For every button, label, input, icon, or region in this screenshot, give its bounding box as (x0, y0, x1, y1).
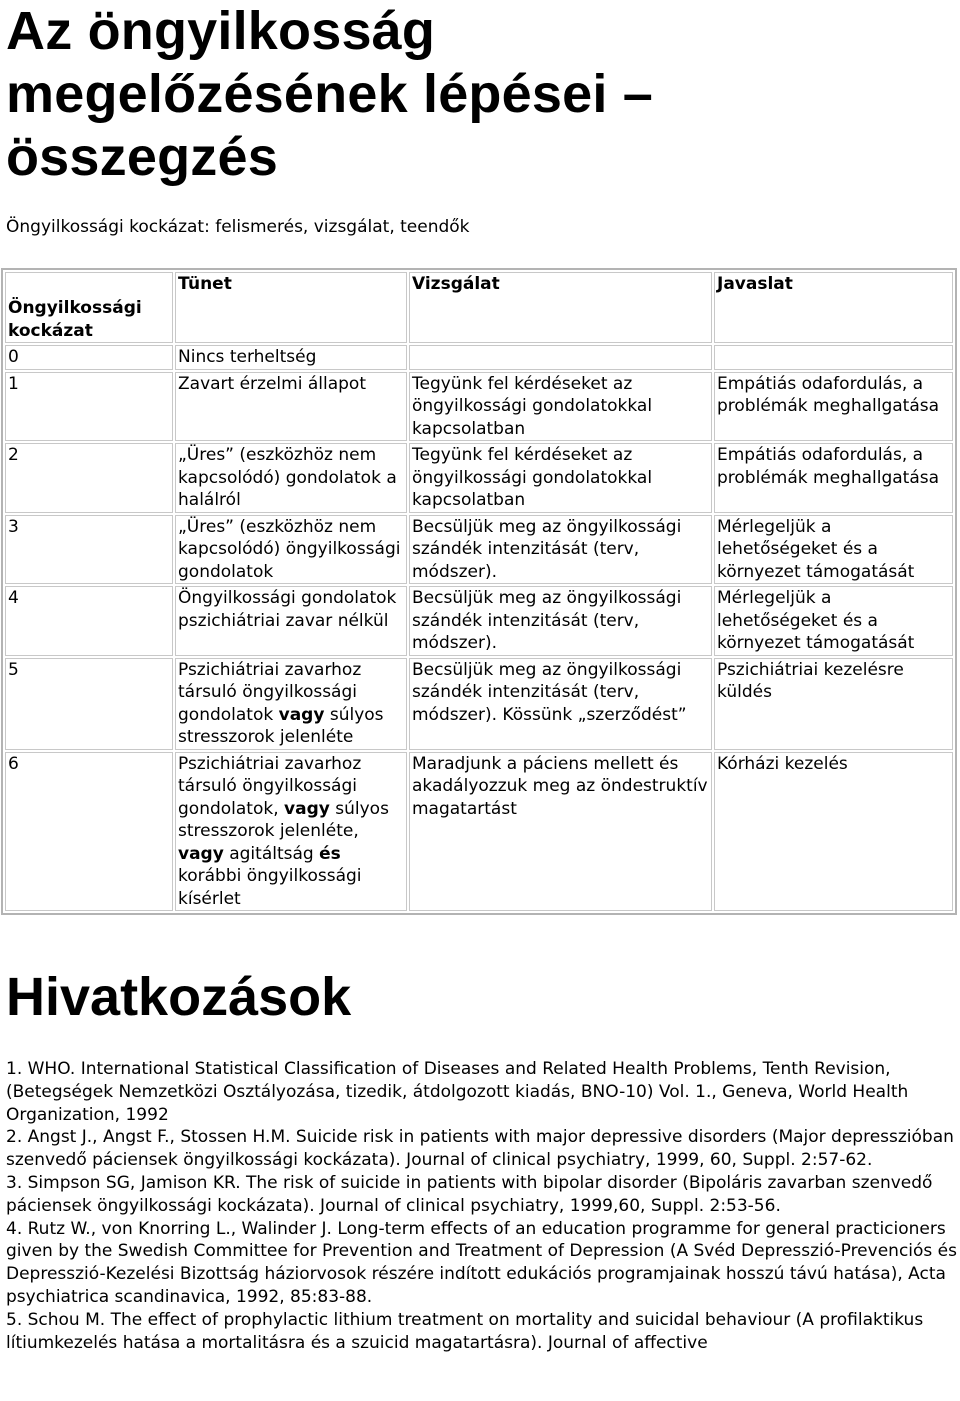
table-row (5, 515, 953, 585)
risk-level-cell: 6 (5, 752, 173, 912)
symptom-cell (175, 372, 407, 442)
symptom-cell (175, 515, 407, 585)
symptom-text: agitáltság (223, 843, 320, 864)
risk-level-cell: 1 (5, 372, 173, 442)
header-risk: Öngyilkossági kockázat (5, 272, 173, 343)
table-row (5, 752, 953, 912)
symptom-text: Zavart érzelmi állapot (178, 373, 366, 394)
references-title: Hivatkozások (6, 967, 352, 1027)
exam-cell: Becsüljük meg az öngyilkossági szándék intenzitását (terv, módszer). Kössünk „szerződést” (409, 658, 712, 750)
references-list (6, 1058, 960, 1354)
symptom-text: súlyos stresszorok jelenléte (178, 704, 384, 747)
title-line-1: Az öngyilkosság (6, 1, 436, 61)
symptom-cell (175, 443, 407, 513)
advice-cell: Empátiás odafordulás, a problémák meghallgatása (714, 443, 953, 513)
header-symptom: Tünet (175, 272, 407, 343)
title-line-3: összegzés (6, 127, 278, 187)
symptom-cell (175, 752, 407, 912)
symptom-text: Nincs terheltség (178, 347, 317, 367)
symptom-text: Öngyilkossági gondolatok pszichiátriai zavar nélkül (178, 588, 397, 631)
advice-cell: Mérlegeljük a lehetőségeket és a környezet támogatását (714, 515, 953, 585)
symptom-emphasis: vagy (178, 843, 224, 864)
exam-cell: Tegyünk fel kérdéseket az öngyilkossági gondolatokkal kapcsolatban (409, 372, 712, 442)
symptom-cell (175, 658, 407, 750)
risk-level-cell: 5 (5, 658, 173, 750)
symptom-cell (175, 345, 407, 370)
title-line-2: megelőzésének lépései – (6, 64, 653, 124)
reference-item: 5. Schou M. The effect of prophylactic lithium treatment on mortality and suicidal behaviour (A profilaktikus lítiumkezelés hatása a mortalitásra és a szuicid magatartásra). Journal of affective (6, 1309, 924, 1353)
symptom-emphasis: és (319, 843, 341, 864)
symptom-text: korábbi öngyilkossági kísérlet (178, 866, 362, 909)
exam-cell (409, 345, 712, 370)
risk-level-cell: 4 (5, 586, 173, 656)
table-row (5, 372, 953, 442)
reference-item: 2. Angst J., Angst F., Stossen H.M. Suicide risk in patients with major depressive disorders (Major depresszióban szenvedő páciensek öngyilkossági kockázata). Journal of clinical psychiatry, 1999, 60, Suppl. 2:57-62. (6, 1127, 954, 1171)
symptom-text: súlyos stresszorok jelenléte, (178, 798, 389, 841)
reference-item: 3. Simpson SG, Jamison KR. The risk of suicide in patients with bipolar disorder (Bipoláris zavarban szenvedő páciensek öngyilkossági kockázata). Journal of clinical psychiatry, 1999,60, Suppl. 2:53-56. (6, 1172, 933, 1216)
advice-cell (714, 345, 953, 370)
advice-cell: Pszichiátriai kezelésre küldés (714, 658, 953, 750)
advice-cell: Mérlegeljük a lehetőségeket és a környezet támogatását (714, 586, 953, 656)
symptom-cell (175, 586, 407, 656)
reference-item: 1. WHO. International Statistical Classification of Diseases and Related Health Problems, Tenth Revision, (Betegségek Nemzetközi Osztályozása, tizedik, átdolgozott kiadás, BNO-10) Vol. 1., Geneva, World Health Organization, 1992 (6, 1059, 909, 1125)
advice-cell: Kórházi kezelés (714, 752, 953, 912)
table-row (5, 658, 953, 750)
page-title (6, 0, 653, 189)
table-row (5, 586, 953, 656)
risk-level-cell: 0 (5, 345, 173, 370)
page-subtitle: Öngyilkossági kockázat: felismerés, vizsgálat, teendők (6, 217, 470, 237)
header-exam: Vizsgálat (409, 272, 712, 343)
table-row (5, 443, 953, 513)
exam-cell: Maradjunk a páciens mellett és akadályozzuk meg az öndestruktív magatartást (409, 752, 712, 912)
table-body (5, 345, 953, 911)
exam-cell: Becsüljük meg az öngyilkossági szándék intenzitását (terv, módszer). (409, 515, 712, 585)
exam-cell: Becsüljük meg az öngyilkossági szándék intenzitását (terv, módszer). (409, 586, 712, 656)
table-header-row (5, 272, 953, 343)
table-row (5, 345, 953, 370)
header-advice: Javaslat (714, 272, 953, 343)
symptom-text: Pszichiátriai zavarhoz társuló öngyilkossági gondolatok (178, 659, 362, 725)
suicide-risk-table (1, 268, 957, 915)
reference-item: 4. Rutz W., von Knorring L., Walinder J. Long-term effects of an education programme for general practicioners given by the Swedish Committee for Prevention and Treatment of Depression (A Svéd Depresszió-Prevenciós és Depresszió-Kezelési Bizottság háziorvosok részére indított edukációs programjainak hosszú távú hatása), Acta psychiatrica scandinavica, 1992, 85:83-88. (6, 1218, 957, 1307)
risk-level-cell: 2 (5, 443, 173, 513)
symptom-text: „Üres” (eszközhöz nem kapcsolódó) gondolatok a halálról (178, 445, 397, 510)
risk-level-cell: 3 (5, 515, 173, 585)
symptom-emphasis: vagy (278, 704, 325, 725)
advice-cell: Empátiás odafordulás, a problémák meghallgatása (714, 372, 953, 442)
symptom-emphasis: vagy (284, 798, 330, 819)
symptom-text: Pszichiátriai zavarhoz társuló öngyilkossági gondolatok, (178, 753, 362, 819)
symptom-text: „Üres” (eszközhöz nem kapcsolódó) öngyilkossági gondolatok (178, 516, 401, 582)
exam-cell: Tegyünk fel kérdéseket az öngyilkossági gondolatokkal kapcsolatban (409, 443, 712, 513)
